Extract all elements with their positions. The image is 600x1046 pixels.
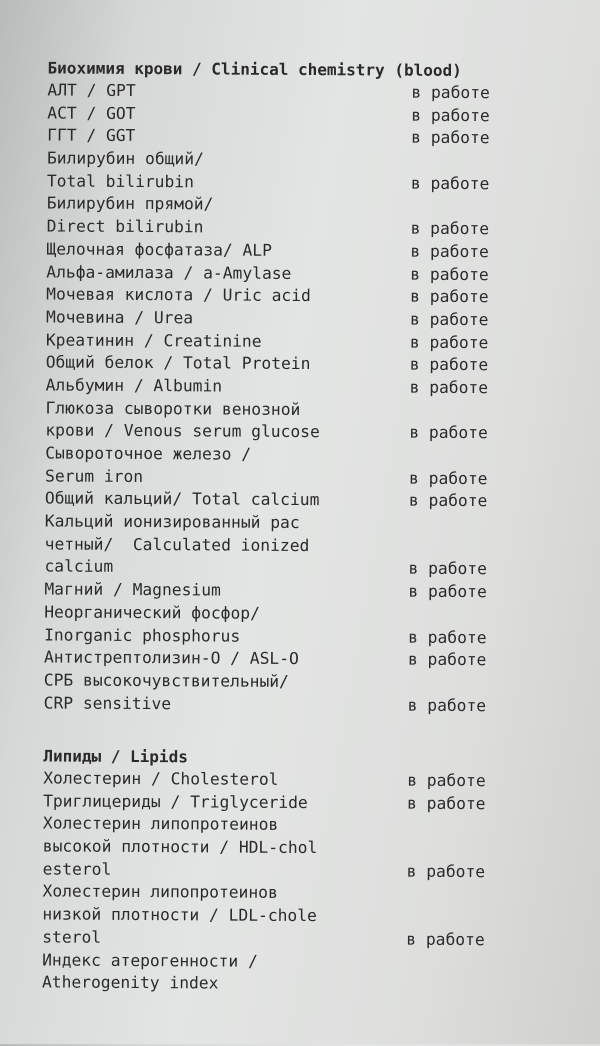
test-name: Общий белок / Total Protein bbox=[45, 352, 311, 374]
test-name: Холестерин липопротеинов bbox=[42, 881, 278, 903]
status-label: в работе bbox=[408, 491, 488, 511]
status-label: в работе bbox=[409, 332, 489, 352]
test-row bbox=[44, 601, 574, 650]
test-row bbox=[45, 442, 575, 491]
test-row bbox=[47, 148, 577, 197]
test-name: Мочевая кислота / Uric acid bbox=[46, 284, 311, 306]
test-name: sterol bbox=[42, 927, 102, 947]
status-label: в работе bbox=[410, 286, 489, 307]
test-row bbox=[44, 647, 574, 673]
status-label: в работе bbox=[410, 173, 490, 193]
test-row bbox=[45, 488, 575, 514]
test-name-line bbox=[47, 193, 577, 219]
status-label: в работе bbox=[406, 861, 486, 881]
test-name-line bbox=[47, 79, 577, 105]
test-row bbox=[43, 767, 573, 793]
status-label: в работе bbox=[407, 793, 486, 813]
test-row bbox=[46, 261, 576, 287]
test-row bbox=[47, 79, 577, 105]
test-name: Общий кальций/ Total calcium bbox=[44, 488, 320, 510]
test-name: АЛТ / GPT bbox=[47, 80, 136, 100]
test-row bbox=[47, 193, 577, 242]
test-name: Билирубин прямой/ bbox=[46, 193, 214, 214]
test-name-line bbox=[45, 511, 575, 537]
status-label: в работе bbox=[411, 128, 490, 148]
status-label: в работе bbox=[409, 377, 489, 398]
status-label: в работе bbox=[409, 354, 489, 375]
test-name: четный/ Calculated ionized bbox=[44, 534, 310, 555]
status-label: в работе bbox=[411, 105, 490, 125]
test-name: Индекс атерогенности / bbox=[42, 949, 258, 971]
test-name: Кальций ионизированный рас bbox=[44, 511, 300, 533]
test-name-line bbox=[44, 556, 574, 582]
status-label: в работе bbox=[408, 559, 488, 579]
test-name-line bbox=[47, 170, 577, 196]
test-name: esterol bbox=[42, 859, 112, 879]
test-row bbox=[46, 374, 576, 400]
test-name-line bbox=[44, 601, 574, 627]
test-row bbox=[47, 125, 577, 151]
test-name: Неорганический фосфор/ bbox=[44, 602, 260, 623]
test-name: Serum iron bbox=[45, 466, 144, 486]
test-name-line bbox=[46, 352, 576, 378]
section-clinical-chemistry bbox=[44, 57, 578, 717]
test-name: высокой плотности / HDL-chol bbox=[42, 836, 318, 858]
status-label: в работе bbox=[409, 309, 489, 330]
test-name-line bbox=[47, 125, 577, 151]
test-name-line bbox=[46, 329, 576, 355]
test-row bbox=[46, 238, 576, 264]
status-label: в работе bbox=[409, 468, 488, 488]
test-name-line bbox=[47, 216, 577, 242]
test-name: Альфа-амилаза / a-Amylase bbox=[46, 261, 292, 283]
status-label: в работе bbox=[410, 264, 489, 284]
test-name: низкой плотности / LDL-chole bbox=[42, 904, 317, 926]
test-name: крови / Venous serum glucose bbox=[45, 420, 320, 442]
test-row bbox=[47, 102, 577, 128]
status-label: в работе bbox=[407, 695, 487, 715]
test-row bbox=[46, 284, 576, 310]
test-name: Магний / Magnesium bbox=[44, 579, 221, 600]
section-heading: Липиды / Lipids bbox=[43, 746, 188, 767]
test-name-line bbox=[43, 858, 573, 884]
test-name: Щелочная фосфатаза/ ALP bbox=[46, 239, 272, 260]
test-name-line bbox=[42, 972, 572, 998]
test-name-line bbox=[44, 624, 574, 650]
test-row bbox=[45, 397, 575, 446]
test-name: Креатинин / Creatinine bbox=[45, 330, 262, 351]
test-name-line bbox=[46, 306, 576, 332]
test-name-line bbox=[47, 102, 577, 128]
test-row bbox=[44, 669, 574, 718]
status-label: в работе bbox=[407, 770, 486, 791]
test-row bbox=[44, 579, 574, 605]
test-name-line bbox=[44, 579, 574, 605]
status-label: в работе bbox=[406, 929, 485, 949]
test-row bbox=[44, 511, 574, 582]
status-label: в работе bbox=[411, 82, 490, 103]
test-name: Inorganic phosphorus bbox=[44, 624, 241, 646]
section-lipids bbox=[42, 745, 574, 997]
test-name: АСТ / GOT bbox=[47, 103, 136, 123]
test-name-line bbox=[46, 261, 576, 287]
test-name: ГГТ / GGT bbox=[47, 125, 136, 146]
test-row bbox=[46, 329, 576, 355]
test-name-line bbox=[43, 767, 573, 793]
section-heading: Биохимия крови / Clinical chemistry (blood) bbox=[47, 58, 462, 80]
test-name-line bbox=[46, 374, 576, 400]
test-name-line bbox=[45, 488, 575, 514]
test-name-line bbox=[44, 647, 574, 673]
test-name: Мочевина / Urea bbox=[46, 307, 194, 328]
test-name-line bbox=[43, 790, 573, 816]
test-name: Альбумин / Albumin bbox=[45, 375, 223, 396]
test-name-line bbox=[45, 465, 575, 491]
test-row bbox=[43, 790, 573, 816]
test-name-line bbox=[42, 881, 572, 907]
test-name: Atherogenity index bbox=[41, 972, 219, 993]
test-name-line bbox=[45, 442, 575, 468]
test-name: Глюкоза сыворотки венозной bbox=[45, 398, 301, 419]
test-name-line bbox=[44, 669, 574, 695]
test-name-line bbox=[45, 420, 575, 446]
test-name: calcium bbox=[44, 556, 114, 577]
test-name-line bbox=[43, 813, 573, 839]
test-name: Холестерин липопротеинов bbox=[42, 813, 279, 835]
test-name-line bbox=[44, 692, 574, 718]
test-row bbox=[46, 306, 576, 332]
status-label: в работе bbox=[409, 422, 488, 443]
test-name: Триглицериды / Triglyceride bbox=[43, 791, 308, 812]
test-name: CRP sensitive bbox=[43, 693, 172, 713]
test-name: Direct bilirubin bbox=[46, 216, 204, 237]
status-label: в работе bbox=[410, 218, 490, 239]
test-name: Билирубин общий/ bbox=[46, 148, 204, 169]
test-name-line bbox=[46, 238, 576, 264]
test-name: Сывороточное железо / bbox=[45, 443, 252, 464]
test-row bbox=[42, 881, 572, 952]
test-row bbox=[43, 813, 573, 884]
test-name-line bbox=[43, 836, 573, 862]
status-label: в работе bbox=[408, 581, 487, 602]
test-name-line bbox=[42, 949, 572, 975]
test-name-line bbox=[47, 148, 577, 174]
test-name: СРБ высокочувствительный/ bbox=[43, 670, 289, 691]
test-row bbox=[42, 949, 572, 998]
test-name: Холестерин / Cholesterol bbox=[43, 768, 279, 789]
status-label: в работе bbox=[410, 241, 489, 261]
test-name: Total bilirubin bbox=[46, 171, 194, 192]
test-row bbox=[46, 352, 576, 378]
test-name: Антистрептолизин-О / ASL-O bbox=[43, 647, 299, 669]
test-name-line bbox=[45, 533, 575, 559]
status-label: в работе bbox=[407, 649, 487, 670]
test-name-line bbox=[46, 284, 576, 310]
test-name-line bbox=[42, 926, 572, 952]
test-name-line bbox=[42, 904, 572, 930]
status-label: в работе bbox=[408, 627, 487, 647]
test-name-line bbox=[45, 397, 575, 423]
